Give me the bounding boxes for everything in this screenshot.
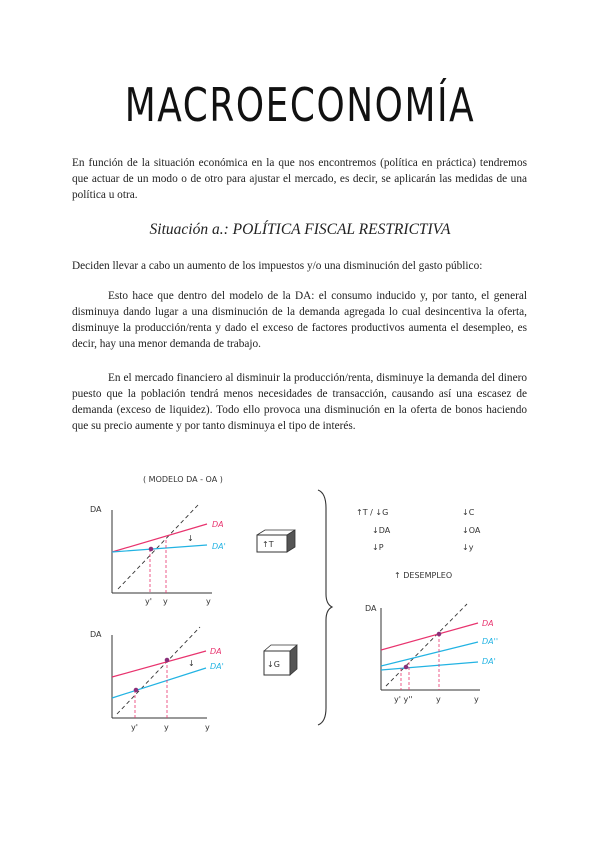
chart-3-da3-label: DA': [482, 657, 496, 666]
effect-col2-3: ↓y: [462, 543, 474, 552]
chart-2-ylabel: DA: [90, 630, 102, 639]
chart-2-point-2: [165, 658, 170, 663]
paragraph-3: En el mercado financiero al disminuir la producción/renta, disminuye la demanda del dinero puesto que la población tendrá menos necesidades de transacción, causando así una escasez de demanda (exceso de liquidez). Todo ello provoca una disminución en la oferta de bonos haciendo que su precio aumente y por tanto disminuya el tipo de interés.: [72, 372, 527, 432]
effect-col1-1: ↑T / ↓G: [356, 508, 389, 517]
chart-3-xlabel: y: [474, 695, 479, 704]
chart-2-tick-1: y': [131, 723, 138, 732]
chart-3-da2-label: DA'': [482, 637, 499, 646]
chart-3: [365, 604, 498, 704]
model-label: ( MODELO DA - OA ): [143, 475, 223, 484]
effect-col2-1: ↓C: [462, 508, 475, 517]
spending-box-label: ↓G: [267, 660, 280, 669]
chart-1-da-label: DA: [212, 520, 224, 529]
chart-3-tick-3: y: [436, 695, 441, 704]
effect-col1-2: ↓DA: [372, 526, 391, 535]
chart-3-ylabel: DA: [365, 604, 377, 613]
chart-1-da2-label: DA': [212, 542, 226, 551]
effect-unemployment: ↑ DESEMPLEO: [394, 571, 453, 580]
chart-2-shift-arrow: ↓: [188, 659, 195, 668]
chart-1: [90, 505, 295, 606]
chart-1-ylabel: DA: [90, 505, 102, 514]
spending-box-icon: [264, 645, 297, 675]
effect-col1-3: ↓P: [372, 543, 384, 552]
chart-1-xlabel: y: [206, 597, 211, 606]
chart-3-point-1: [404, 665, 409, 670]
effects-list: [356, 508, 481, 580]
chart-2-da2-label: DA': [210, 662, 224, 671]
chart-2-xlabel: y: [205, 723, 210, 732]
chart-2: [90, 627, 297, 732]
page-title: MACROECONOMÍA: [124, 78, 476, 132]
chart-3-da3-curve: [381, 662, 478, 670]
intro-paragraph: En función de la situación económica en la que nos encontremos (política en práctica) tendremos que actuar de un modo o de otro para ajustar el mercado, es decir, se aplicarán las medidas de una política u otra.: [72, 157, 527, 201]
tax-box-label: ↑T: [262, 540, 274, 549]
paragraph-1: Deciden llevar a cabo un aumento de los impuestos y/o una disminución del gasto público:: [72, 260, 483, 272]
paragraph-2: Esto hace que dentro del modelo de la DA: el consumo inducido y, por tanto, el general disminuya dando lugar a una disminución de la demanda agregada lo cual desincentiva la oferta, disminuye la producción/renta y dado el exceso de factores productivos aumenta el desempleo, es decir, hay una menor demanda de trabajo.: [72, 290, 527, 350]
chart-2-da-label: DA: [210, 647, 222, 656]
chart-3-da-label: DA: [482, 619, 494, 628]
section-title: Situación a.: POLÍTICA FISCAL RESTRICTIVA: [149, 221, 451, 238]
curly-brace: [318, 490, 332, 725]
chart-1-tick-2: y: [163, 597, 168, 606]
tax-box-icon: [257, 530, 295, 552]
chart-2-point-1: [134, 688, 139, 693]
chart-2-tick-2: y: [164, 723, 169, 732]
chart-1-shift-arrow: ↓: [187, 534, 194, 543]
chart-1-tick-1: y': [145, 597, 152, 606]
chart-1-equilibrium-point: [149, 547, 154, 552]
chart-3-ticks: y' y'': [394, 695, 413, 704]
chart-3-point-2: [437, 632, 442, 637]
effect-col2-2: ↓OA: [462, 526, 481, 535]
chart-2-45-line: [117, 627, 200, 714]
